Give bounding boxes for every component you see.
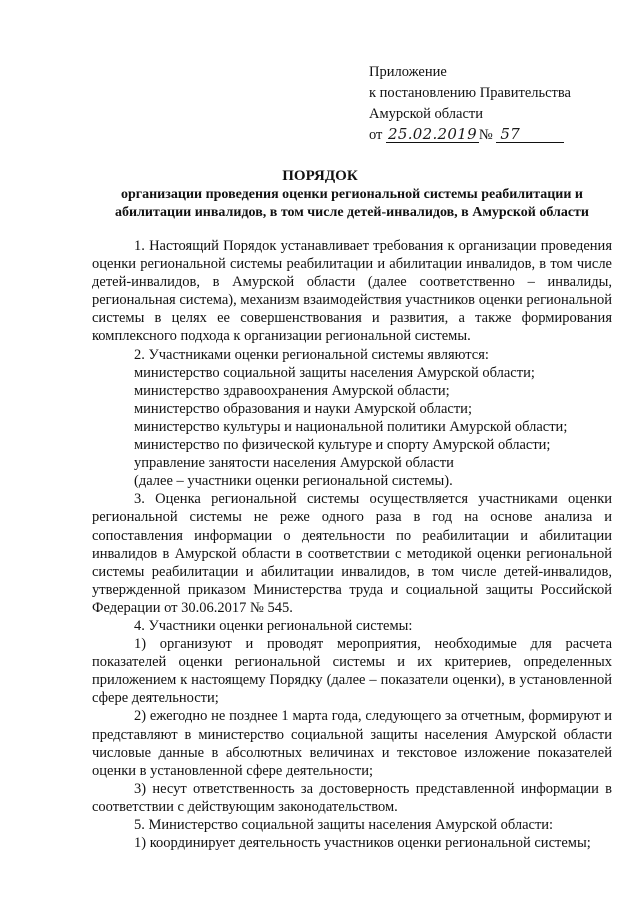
- participant-item: министерство образования и науки Амурской области;: [134, 400, 472, 417]
- participant-item: министерство социальной защиты населения Амурской области;: [134, 364, 535, 381]
- participants-note: (далее – участники оценки региональной системы).: [134, 473, 453, 490]
- subitem-4-2: 2) ежегодно не позднее 1 марта года, следующего за отчетным, формируют и представляют в министерство социальной защиты населения Амурской области числовые данные в абсолютных величинах и текстовое изложение показателей оценки в установленной сфере деятельности;: [92, 708, 612, 779]
- approval-header: [369, 62, 619, 146]
- header-line-appendix: Приложение: [369, 64, 447, 80]
- participant-item: министерство здравоохранения Амурской области;: [134, 382, 450, 399]
- paragraph-3: 3. Оценка региональной системы осуществляется участниками оценки региональной системы не реже одного раза в год на основе анализа и сопоставления информации о деятельности по реабилитации и абилитации инвалидов в Амурской области в соответствии с методикой оценки региональной системы реабилитации и абилитации инвалидов, в том числе детей-инвалидов, утвержденной приказом Министерства труда и социальной защиты Российской Федерации от 30.06.2017 № 545.: [92, 491, 612, 616]
- paragraph-4: 4. Участники оценки региональной системы:: [134, 617, 413, 634]
- document-body: [92, 237, 612, 852]
- document-subtitle: организации проведения оценки региональной системы реабилитации и абилитации инвалидов, в том числе детей-инвалидов, в Амурской области: [115, 187, 589, 220]
- subitem-4-3: 3) несут ответственность за достоверность представленной информации в соответствии с действующим законодательством.: [92, 780, 612, 815]
- paragraph-2: 2. Участниками оценки региональной системы являются:: [134, 346, 489, 363]
- date-prefix: от: [369, 127, 383, 143]
- header-line-date-number: [369, 125, 619, 146]
- paragraph-1: 1. Настоящий Порядок устанавливает требования к организации проведения оценки региональной системы реабилитации и абилитации инвалидов, в том числе детей-инвалидов, в Амурской области (далее соответственно – инвалиды, региональная система), механизм взаимодействия участников оценки региональной системы в целях ее совершенствования и развития, а также формирования комплексного подхода к организации региональной системы.: [92, 238, 612, 345]
- number-prefix: №: [478, 127, 493, 143]
- header-line-resolution: к постановлению Правительства: [369, 85, 571, 101]
- participant-item: управление занятости населения Амурской области: [134, 455, 454, 472]
- document-title: ПОРЯДОК: [282, 168, 358, 184]
- subitem-5-1: 1) координирует деятельность участников оценки региональной системы;: [134, 835, 591, 852]
- participant-item: министерство культуры и национальной политики Амурской области;: [134, 418, 568, 435]
- header-line-region: Амурской области: [369, 106, 483, 122]
- participant-item: министерство по физической культуре и спорту Амурской области;: [134, 437, 551, 454]
- subitem-4-1: 1) организуют и проводят мероприятия, необходимые для расчета показателей оценки региональной системы и их критериев, определенных приложением к настоящему Порядку (далее – показатели оценки), в установленной сфере деятельности;: [92, 636, 612, 707]
- handwritten-number: 57: [496, 126, 564, 143]
- paragraph-5: 5. Министерство социальной защиты населения Амурской области:: [134, 817, 554, 833]
- handwritten-date: 25.02.2019: [388, 125, 477, 143]
